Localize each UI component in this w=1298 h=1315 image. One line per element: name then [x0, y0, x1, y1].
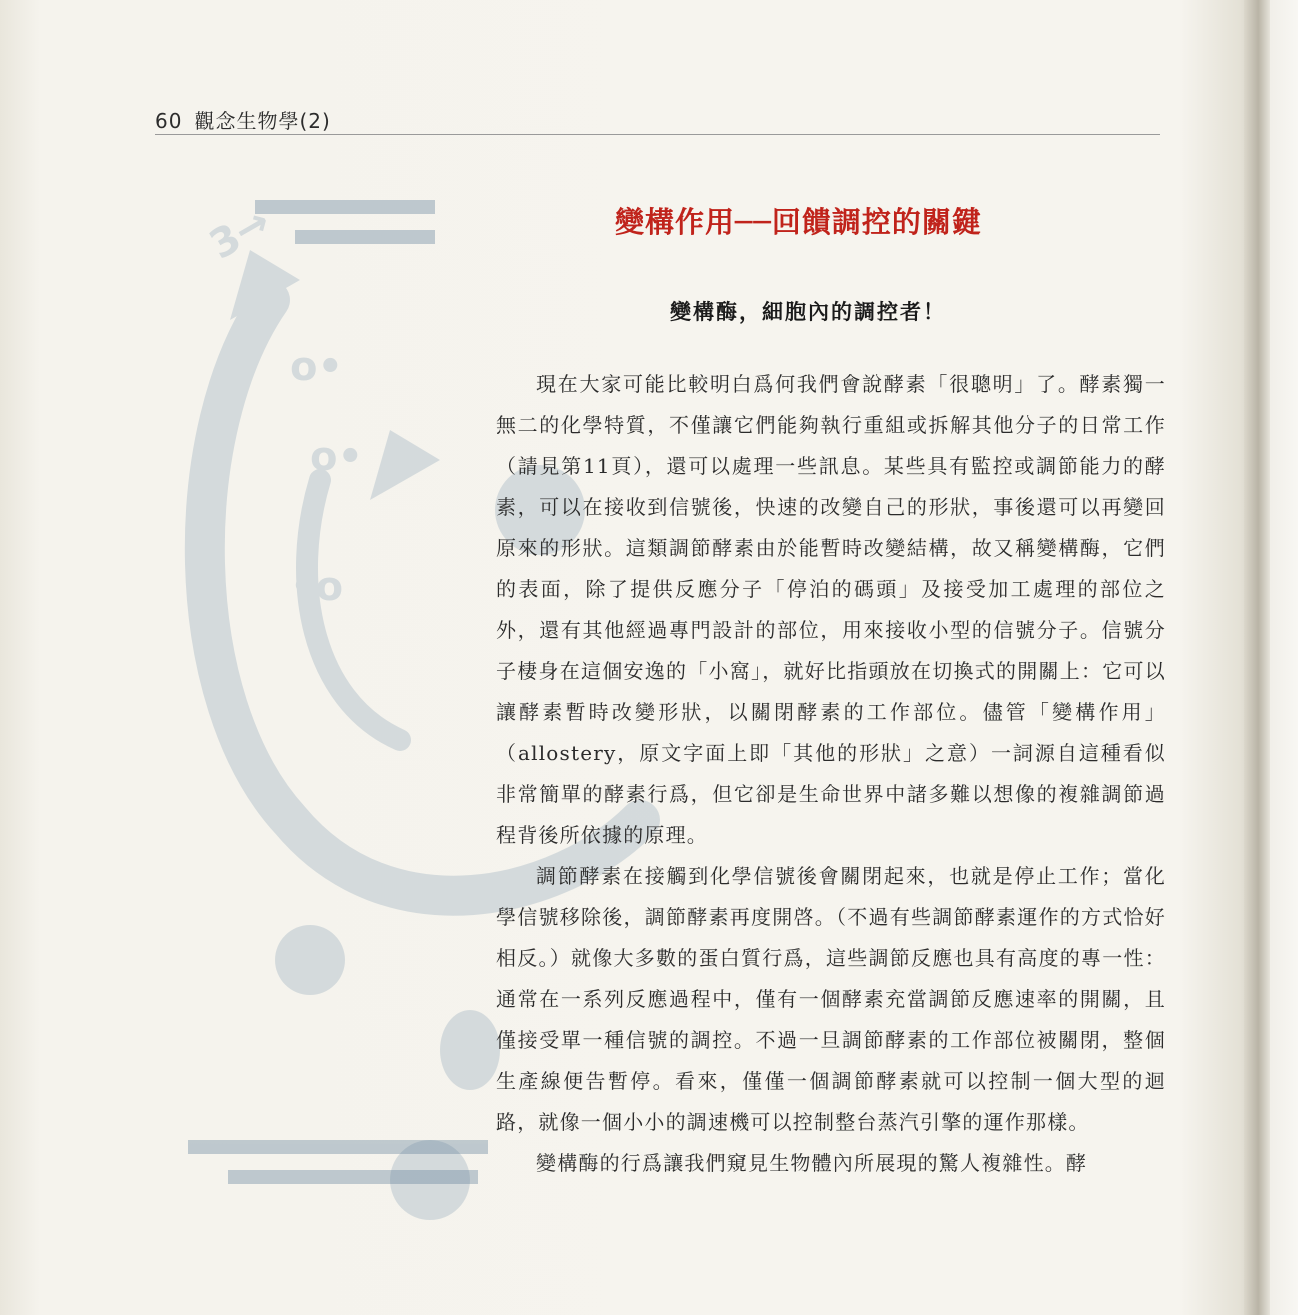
section-subtitle: 變構酶，細胞內的調控者！: [670, 300, 946, 324]
paragraph-1: 現在大家可能比較明白爲何我們會說酵素「很聰明」了。酵素獨一無二的化學特質，不僅讓它們能夠執行重組或拆解其他分子的日常工作（請見第11頁），還可以處理一些訊息。某些具有監控或調節能力的酵素，可以在接收到信號後，快速的改變自己的形狀，事後還可以再變回原來的形狀。這類調節酵素由於能暫時改變結構，故又稱變構酶，它們的表面，除了提供反應分子「停泊的碼頭」及接受加工處理的部位之外，還有其他經過專門設計的部位，用來接收小型的信號分子。信號分子棲身在這個安逸的「小窩」，就好比指頭放在切換式的開關上：它可以讓酵素暫時改變形狀，以關閉酵素的工作部位。儘管「變構作用」（allostery，原文字面上即「其他的形狀」之意）一詞源自這種看似非常簡單的酵素行爲，但它卻是生命世界中諸多難以想像的複雜調節過程背後所依據的原理。: [496, 372, 1166, 847]
page-number: 60: [155, 109, 183, 133]
running-head: [155, 105, 331, 134]
book-spine: [1244, 0, 1270, 1315]
svg-text:•o: •o: [290, 564, 344, 610]
section-title: 變構作用──回饋調控的關鍵: [615, 205, 982, 239]
svg-text:o•: o•: [290, 344, 344, 390]
book-title: 觀念生物學(2): [194, 109, 331, 133]
paragraph-3: 變構酶的行爲讓我們窺見生物體內所展現的驚人複雜性。酵: [536, 1151, 1088, 1175]
bleed-through-caption-bottom: [188, 1140, 488, 1184]
paragraph-2: 調節酵素在接觸到化學信號後會關閉起來，也就是停止工作；當化學信號移除後，調節酵素再度開啓。（不過有些調節酵素運作的方式恰好相反。）就像大多數的蛋白質行爲，這些調節反應也具有高度的專一性：通常在一系列反應過程中，僅有一個酵素充當調節反應速率的開關，且僅接受單一種信號的調控。不過一旦調節酵素的工作部位被關閉，整個生產線便告暫停。看來，僅僅一個調節酵素就可以控制一個大型的迴路，就像一個小小的調速機可以控制整台蒸汽引擎的運作那樣。: [496, 864, 1166, 1134]
svg-text:o•: o•: [310, 434, 364, 480]
body-text: [496, 364, 1166, 1184]
svg-text:3→: 3→: [202, 198, 279, 269]
bleed-through-caption-top: [255, 200, 435, 244]
header-rule: [155, 134, 1160, 135]
